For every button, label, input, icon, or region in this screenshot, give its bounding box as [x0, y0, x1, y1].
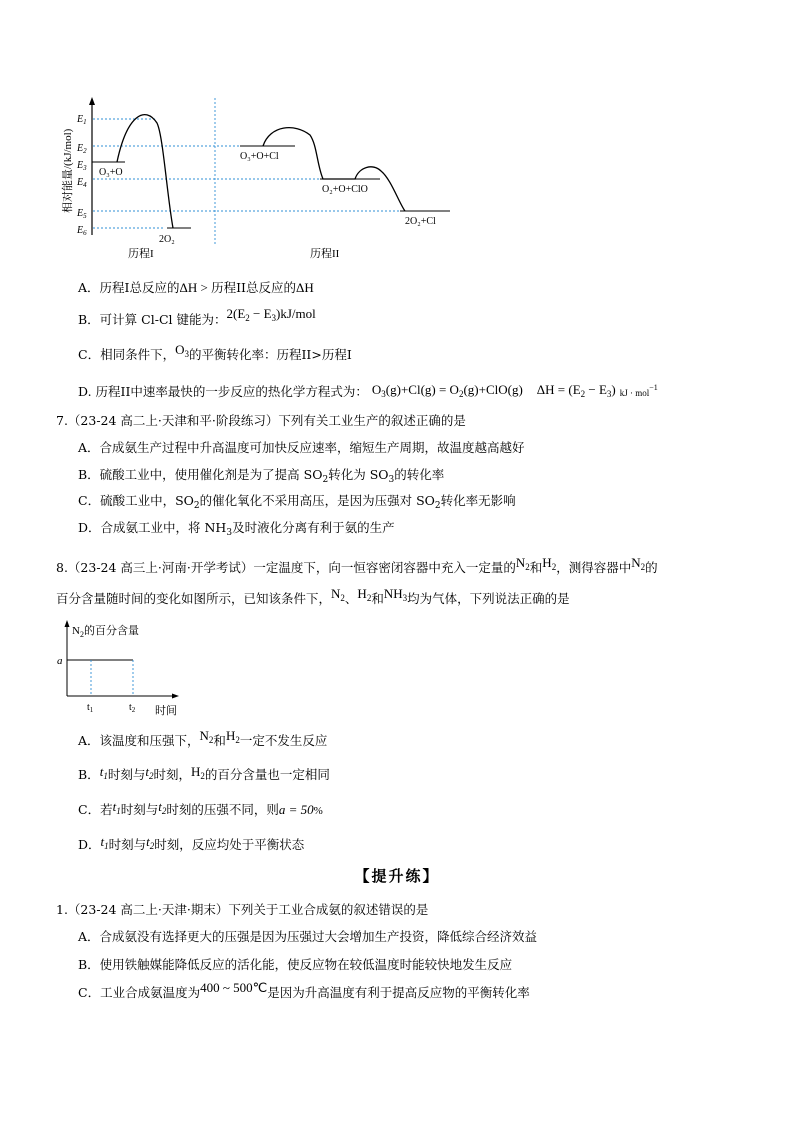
path2-label: 历程II — [310, 248, 340, 260]
p1-stem: 1.（23-24 高二上·天津·期末）下列关于工业合成氨的叙述错误的是 — [56, 902, 429, 917]
t2-label: $t_2$ — [129, 702, 136, 714]
graph-y-arrow — [65, 620, 70, 627]
q6-option-d: D. 历程II中速率最快的一步反应的热化学方程式为： $O_3(g)+Cl(g) = O_2(g)+ClO(g) \Delta H = (E_2 - E_3)$ kJ · mol−1 — [78, 382, 658, 399]
e3-label: $E_3$ — [77, 160, 87, 172]
q8-option-b: B．$t_1$时刻与$t_2$时刻，$H_2$的百分含量也一定相同 — [78, 764, 330, 782]
p1-option-a: A．合成氨没有选择更大的压强是因为压强过大会增加生产投资，降低综合经济效益 — [78, 929, 538, 944]
q6-option-c: C．相同条件下，$O_3$的平衡转化率：历程II>历程I — [78, 342, 352, 362]
q8-stem-line1: 8.（23-24 高三上·河南·开学考试）一定温度下，向一恒容密闭容器中充入一定量的$N_2$和$H_2$，测得容器中$N_2$的 — [56, 555, 658, 575]
graph-y-label: $N_2$的百分含量 — [72, 624, 139, 639]
e2-label: $E_2$ — [77, 143, 87, 155]
q8-option-d: D．$t_1$时刻与$t_2$时刻，反应均处于平衡状态 — [78, 834, 305, 852]
q6-option-b: B．可计算 Cl-Cl 键能为：$2(E_2 - E_3)kJ/mol$ — [78, 306, 316, 327]
q6-option-a: A．历程I总反应的ΔH > 历程II总反应的ΔH — [78, 280, 314, 295]
q7-option-b: B．硫酸工业中，使用催化剂是为了提高 $SO_2$转化为 $SO_3$的转化率 — [78, 467, 445, 485]
e1-label: $E_1$ — [77, 114, 87, 126]
p1-option-b: B．使用铁触媒能降低反应的活化能，使反应物在较低温度时能较快地发生反应 — [78, 957, 513, 972]
o2-label: 2O₂ — [159, 234, 175, 245]
energy-axis-label: 相对能量/(kJ/mol) — [62, 128, 74, 213]
o2-cl-label: 2O₂+Cl — [405, 216, 436, 227]
path1-label: 历程I — [128, 248, 154, 260]
graph-x-arrow — [172, 694, 179, 699]
o2-o-clo-label: O₂+O+ClO — [322, 184, 368, 195]
a-label: a — [57, 655, 63, 667]
q8-option-a: A．该温度和压强下，$N_2$和$H_2$一定不发生反应 — [78, 728, 328, 748]
e5-label: $E_5$ — [77, 208, 87, 220]
e4-label: $E_4$ — [77, 177, 87, 189]
time-label: 时间 — [155, 705, 177, 717]
section-heading: 【提升练】 — [354, 867, 440, 885]
q7-stem: 7.（23-24 高二上·天津和平·阶段练习）下列有关工业生产的叙述正确的是 — [56, 413, 466, 428]
y-axis-arrow — [89, 97, 95, 105]
n2-percent-graph — [55, 618, 215, 720]
o3-o-cl-label: O₃+O+Cl — [240, 151, 279, 162]
q8-stem-line2: 百分含量随时间的变化如图所示，已知该条件下，$N_2$、$H_2$和$NH_3$均为气体，下列说法正确的是 — [56, 586, 570, 606]
q7-option-a: A．合成氨生产过程中升高温度可加快反应速率，缩短生产周期，故温度越高越好 — [78, 440, 525, 455]
e6-label: $E_6$ — [77, 225, 87, 237]
t1-label: $t_1$ — [87, 702, 94, 714]
o3-o-label: O₃+O — [99, 167, 123, 178]
path2-curve — [263, 128, 405, 211]
q8-option-c: C．若$t_1$时刻与$t_2$时刻的压强不同，则a = 50% — [78, 799, 323, 817]
q7-option-c: C．硫酸工业中，$SO_2$的催化氧化不采用高压，是因为压强对 $SO_2$转化率无影响 — [78, 493, 516, 511]
energy-diagram — [55, 95, 475, 265]
p1-option-c: C．工业合成氨温度为400 ~ 500℃是因为升高温度有利于提高反应物的平衡转化率 — [78, 980, 530, 1000]
q7-option-d: D．合成氨工业中，将 $NH_3$及时液化分离有利于氨的生产 — [78, 520, 395, 538]
